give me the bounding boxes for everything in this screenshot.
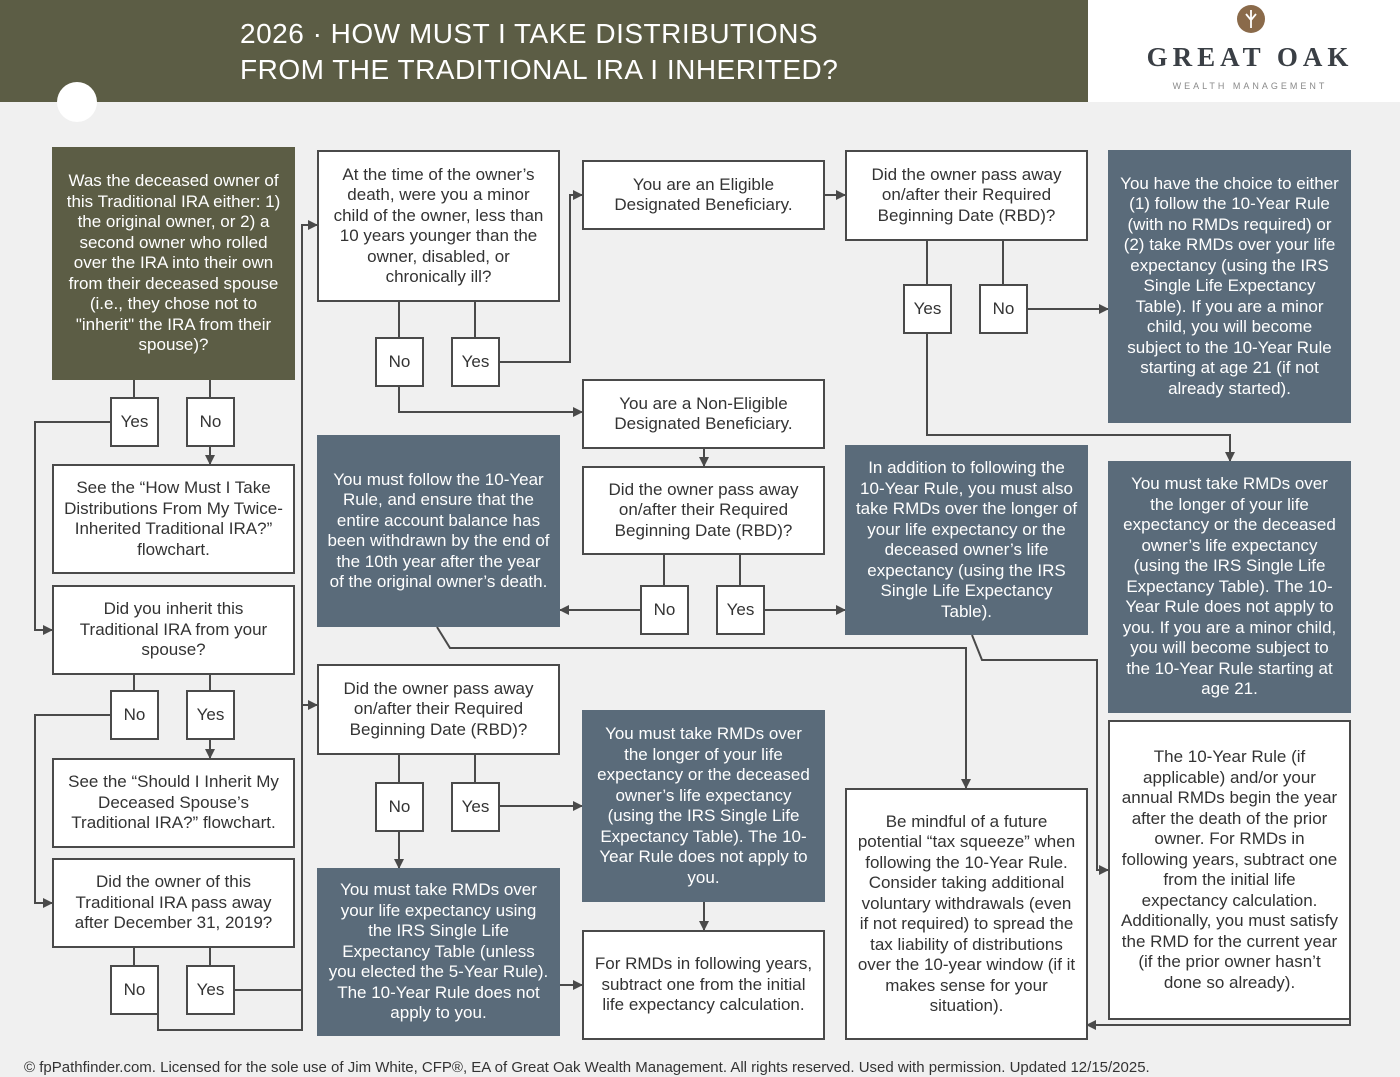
ten-year-begin-note: The 10-Year Rule (if applicable) and/or your annual RMDs begin the year after the death of the prior owner. For RMDs in following years, subtract one from the initial life expectancy calculation. Additionally, you must satisfy the RMD for the current year (if the prior owner hasn’t done so already). xyxy=(1108,720,1351,1020)
answer-no: No xyxy=(979,284,1028,334)
answer-no: No xyxy=(375,337,424,387)
rmds-longer-eligible: You must take RMDs over the longer of your life expectancy or the deceased owner’s life expectancy (using the IRS Single Life Expectancy Table). The 10-Year Rule does not apply to you. If you are a minor child, you will become subject to the 10-Year Rule starting at age 21. xyxy=(1108,461,1351,713)
tax-squeeze-note: Be mindful of a future potential “tax squeeze” when following the 10-Year Rule. Consider taking additional voluntary withdrawals (even if not required) to spread the tax liability of distributions over the 10-year window (if it makes sense for your situation). xyxy=(845,788,1088,1040)
answer-yes: Yes xyxy=(903,284,952,334)
ten-year-rule: You must follow the 10-Year Rule, and ensure that the entire account balance has been withdrawn by the end of the 10th year after the year of the original owner’s death. xyxy=(317,435,560,627)
question-original-owner: Was the deceased owner of this Traditional IRA either: 1) the original owner, or 2) a second owner who rolled over the IRA into their own from their deceased spouse (i.e., they chose not to "inherit" the IRA from their spouse)? xyxy=(52,147,295,380)
answer-yes: Yes xyxy=(451,337,500,387)
see-twice-inherited-flowchart: See the “How Must I Take Distributions From My Twice-Inherited Traditional IRA?” flowchart. xyxy=(52,464,295,574)
answer-no: No xyxy=(110,690,159,740)
answer-yes: Yes xyxy=(110,397,159,447)
ten-year-plus-rmds: In addition to following the 10-Year Rule, you must also take RMDs over the longer of your life expectancy or the deceased owner’s life expectancy (using the IRS Single Life Expectancy Table). xyxy=(845,445,1088,635)
non-eligible-designated-beneficiary: You are a Non-Eligible Designated Beneficiary. xyxy=(582,379,825,449)
question-after-2019: Did the owner of this Traditional IRA pass away after December 31, 2019? xyxy=(52,858,295,948)
brand-subtitle: WEALTH MANAGEMENT xyxy=(1172,81,1328,91)
answer-yes: Yes xyxy=(451,782,500,832)
answer-no: No xyxy=(640,585,689,635)
title-line-1: 2026 · HOW MUST I TAKE DISTRIBUTIONS xyxy=(240,18,819,49)
choice-ten-year-or-rmds: You have the choice to either (1) follow the 10-Year Rule (with no RMDs required) or (2) take RMDs over your life expectancy (using the IRS Single Life Expectancy Table). If you are a minor child, you will become subject to the 10-Year Rule starting at age 21 (if not already started). xyxy=(1108,150,1351,423)
question-spouse: Did you inherit this Traditional IRA from your spouse? xyxy=(52,585,295,675)
question-rbd-eligible: Did the owner pass away on/after their Required Beginning Date (RBD)? xyxy=(845,150,1088,241)
rmds-longer-pre2020: You must take RMDs over the longer of your life expectancy or the deceased owner’s life expectancy (using the IRS Single Life Expectancy Table). The 10-Year Rule does not apply to you. xyxy=(582,710,825,902)
footer-copyright: © fpPathfinder.com. Licensed for the sole use of Jim White, CFP®, EA of Great Oak Wealth Management. All rights reserved. Used with permission. Updated 12/15/2025. xyxy=(24,1059,1150,1076)
following-years-note: For RMDs in following years, subtract one from the initial life expectancy calculation. xyxy=(582,930,825,1040)
brand-name: GREAT OAK xyxy=(1146,42,1354,72)
connector xyxy=(1087,1020,1350,1025)
question-rbd-non-eligible: Did the owner pass away on/after their Required Beginning Date (RBD)? xyxy=(582,466,825,555)
question-minor-child: At the time of the owner’s death, were you a minor child of the owner, less than 10 years younger than the owner, disabled, or chronically ill? xyxy=(317,150,560,302)
see-should-inherit-flowchart: See the “Should I Inherit My Deceased Spouse’s Traditional IRA?” flowchart. xyxy=(52,758,295,848)
answer-yes: Yes xyxy=(716,585,765,635)
rmds-life-expectancy: You must take RMDs over your life expectancy using the IRS Single Life Expectancy Table (unless you elected the 5-Year Rule). The 10-Year Rule does not apply to you. xyxy=(317,868,560,1036)
answer-no: No xyxy=(375,782,424,832)
question-rbd-pre2020: Did the owner pass away on/after their Required Beginning Date (RBD)? xyxy=(317,664,560,755)
answer-yes: Yes xyxy=(186,965,235,1015)
answer-no: No xyxy=(186,397,235,447)
title-line-2: FROM THE TRADITIONAL IRA I INHERITED? xyxy=(240,54,839,85)
connector xyxy=(399,387,582,412)
eligible-designated-beneficiary: You are an Eligible Designated Beneficiary. xyxy=(582,160,825,230)
answer-yes: Yes xyxy=(186,690,235,740)
answer-no: No xyxy=(110,965,159,1015)
